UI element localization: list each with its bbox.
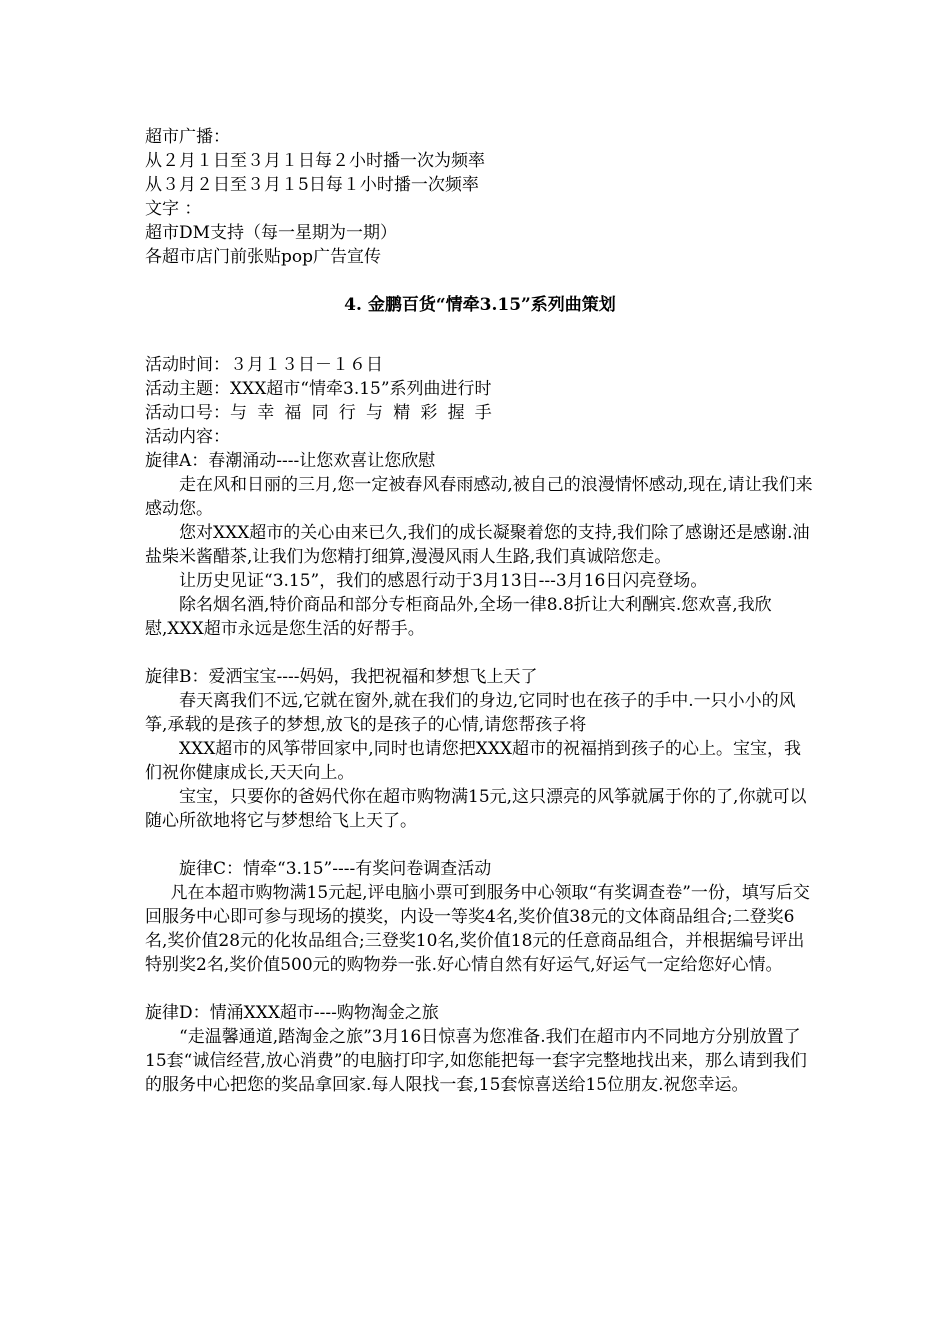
melody-a-paragraph-2: 您对XXX超市的关心由来已久,我们的成长凝聚着您的支持,我们除了感谢还是感谢.油盐柴米酱醋茶,让我们为您精打细算,漫漫风雨人生路,我们真诚陪您走。	[145, 523, 810, 567]
melody-a-paragraph-1: 走在风和日丽的三月,您一定被春风春雨感动,被自己的浪漫情怀感动,现在,请让我们来感动您。	[145, 475, 813, 519]
melody-d-paragraph-1: “走温馨通道,踏淘金之旅”3月16日惊喜为您准备.我们在超市内不同地方分别放置了15套“诚信经营,放心消费”的电脑打印字,如您能把每一套字完整地找出来，那么请到我们的服务中心把您的奖品拿回家.每人限找一套,15套惊喜送给15位朋友.祝您幸运。	[145, 1027, 807, 1095]
melody-a-paragraph-3: 让历史见证“3.15”，我们的感恩行动于3月13日---3月16日闪亮登场。	[179, 571, 708, 591]
document-page	[145, 125, 815, 1097]
activity-slogan: 与幸福同行与精彩握手	[230, 403, 502, 423]
melody-b-paragraph-2: XXX超市的风筝带回家中,同时也请您把XXX超市的祝福捎到孩子的心上。宝宝，我们祝你健康成长,天天向上。	[145, 739, 802, 783]
activity-theme: 活动主题：XXX超市“情牵3.15”系列曲进行时	[145, 379, 492, 399]
broadcast-label: 超市广播：	[145, 127, 230, 147]
broadcast-line-2: 从３月２日至３月１5日每１小时播一次频率	[145, 175, 479, 195]
activity-slogan-line	[145, 401, 815, 425]
activity-time: 活动时间：３月１３日－１６日	[145, 355, 383, 375]
broadcast-line-1: 从２月１日至３月１日每２小时播一次为频率	[145, 151, 485, 171]
melody-a-title: 旋律A：春潮涌动----让您欢喜让您欣慰	[145, 451, 436, 471]
melody-b-title: 旋律B：爱洒宝宝----妈妈，我把祝福和梦想飞上天了	[145, 667, 538, 687]
melody-c-paragraph-1: 凡在本超市购物满15元起,评电脑小票可到服务中心领取“有奖调查卷”一份，填写后交回服务中心即可参与现场的摸奖，内设一等奖4名,奖价值38元的文体商品组合;二登奖6名,奖价值28元的化妆品组合;三登奖10名,奖价值18元的任意商品组合，并根据编号评出特别奖2名,奖价值500元的购物券一张.好心情自然有好运气,好运气一定给您好心情。	[145, 883, 810, 975]
activity-slogan-label: 活动口号：	[145, 403, 230, 423]
melody-d-title: 旋律D：情涌XXX超市----购物淘金之旅	[145, 1003, 439, 1023]
melody-c-title: 旋律C：情牵“3.15”----有奖问卷调查活动	[179, 859, 492, 879]
melody-b-paragraph-1: 春天离我们不远,它就在窗外,就在我们的身边,它同时也在孩子的手中.一只小小的风筝,承载的是孩子的梦想,放飞的是孩子的心情,请您帮孩子将	[145, 691, 796, 735]
text-label: 文字 ：	[145, 199, 202, 219]
dm-support: 超市DM支持（每一星期为一期）	[145, 223, 398, 243]
section-heading: 4. 金鹏百货“情牵3.15”系列曲策划	[344, 295, 616, 315]
melody-a-paragraph-4: 除名烟名酒,特价商品和部分专柜商品外,全场一律8.8折让大利酬宾.您欢喜,我欣慰,XXX超市永远是您生活的好帮手。	[145, 595, 772, 639]
melody-b-paragraph-3: 宝宝，只要你的爸妈代你在超市购物满15元,这只漂亮的风筝就属于你的了,你就可以随心所欲地将它与梦想给飞上天了。	[145, 787, 807, 831]
pop-ad: 各超市店门前张贴pop广告宣传	[145, 247, 381, 267]
activity-content-label: 活动内容：	[145, 427, 230, 447]
